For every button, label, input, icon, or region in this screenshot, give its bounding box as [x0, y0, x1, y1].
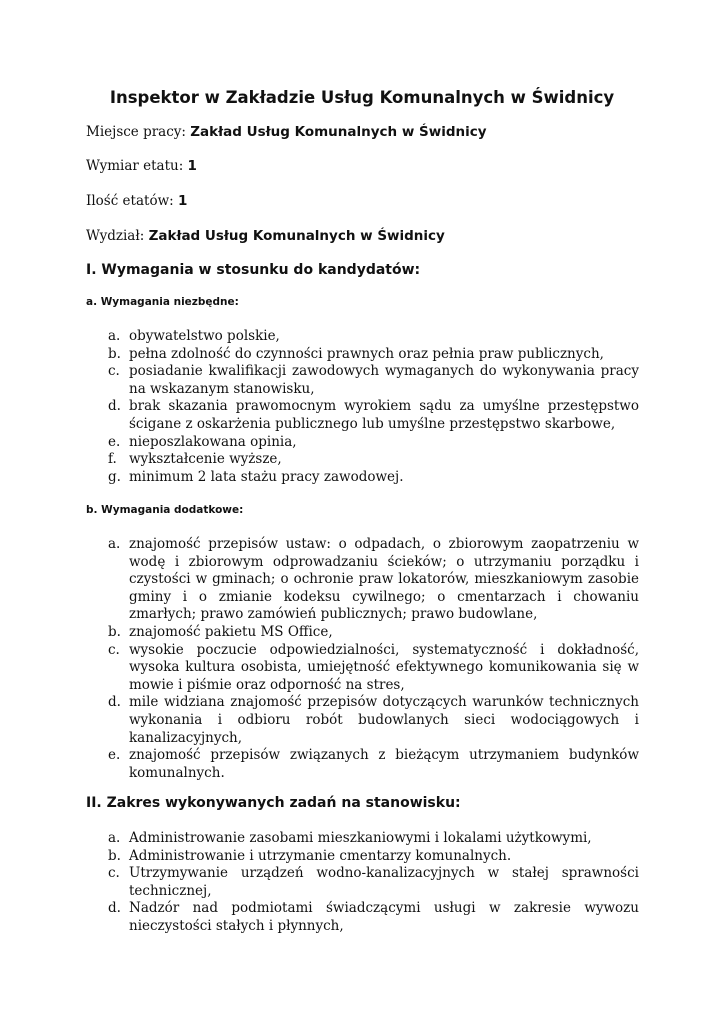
list-item: d. brak skazania prawomocnym wyrokiem sądu za umyślne przestępstwo ścigane z oskarżenia publicznego lub umyślne przestępstwo skarbowe,	[108, 398, 639, 432]
meta-label: Wydział:	[86, 228, 145, 244]
list-item: a. obywatelstwo polskie,	[108, 328, 280, 344]
list-item: c. wysokie poczucie odpowiedzialności, systematyczność i dokładność, wysoka kultura osobista, umiejętność efektywnego komunikowania się w mowie i piśmie oraz odporność na stres,	[108, 641, 639, 693]
meta-label: Ilość etatów:	[86, 193, 174, 209]
meta-value: 1	[187, 158, 197, 174]
list-item: c. Utrzymywanie urządzeń wodno-kanalizacyjnych w stałej sprawności technicznej,	[108, 865, 639, 899]
duties-list	[0, 830, 724, 936]
meta-value: 1	[177, 193, 188, 209]
meta-value: Zakład Usług Komunalnych w Świdnicy	[190, 124, 487, 140]
meta-label: Wymiar etatu:	[86, 158, 184, 174]
list-item: b. znajomość pakietu MS Office,	[108, 623, 333, 640]
section-heading-requirements: I. Wymagania w stosunku do kandydatów:	[86, 262, 421, 278]
list-item: f. wykształcenie wyższe,	[108, 451, 282, 468]
list-item: a. znajomość przepisów ustaw: o odpadach, o zbiorowym zaopatrzeniu w wodę i zbiorowym odprowadzaniu ścieków; o utrzymaniu porządku i czystości w gminach; o ochronie praw lokatorów, mieszkaniowym zasobie gminy i o zmianie kodeksu cywilnego; o cmentarzach i chowaniu zmarłych; prawo zamówień publicznych; prawo budowlane,	[108, 536, 639, 623]
additional-requirements-list	[0, 536, 724, 782]
list-item: a. Administrowanie zasobami mieszkaniowymi i lokalami użytkowymi,	[108, 830, 592, 846]
section-heading-duties: II. Zakres wykonywanych zadań na stanowisku:	[86, 795, 461, 811]
list-item: b. Administrowanie i utrzymanie cmentarzy komunalnych.	[108, 847, 512, 864]
meta-positions	[86, 193, 187, 209]
subheading-essential: a. Wymagania niezbędne:	[86, 296, 239, 308]
meta-department	[86, 228, 445, 244]
meta-value: Zakład Usług Komunalnych w Świdnicy	[148, 228, 445, 244]
essential-requirements-list	[0, 328, 724, 486]
meta-workplace	[86, 124, 487, 140]
subheading-additional: b. Wymagania dodatkowe:	[86, 504, 244, 516]
list-item: c. posiadanie kwalifikacji zawodowych wymaganych do wykonywania pracy na wskazanym stanowisku,	[108, 363, 639, 397]
list-item: e. nieposzlakowana opinia,	[108, 433, 297, 450]
list-item: d. mile widziana znajomość przepisów dotyczących warunków technicznych wykonania i odbioru robót budowlanych sieci wodociągowych i kanalizacyjnych,	[108, 694, 639, 746]
meta-label: Miejsce pracy:	[86, 124, 186, 140]
list-item: g. minimum 2 lata stażu pracy zawodowej.	[108, 468, 404, 485]
list-item: d. Nadzór nad podmiotami świadczącymi usługi w zakresie wywozu nieczystości stałych i płynnych,	[108, 900, 639, 934]
meta-fte	[86, 158, 197, 174]
page-title: Inspektor w Zakładzie Usług Komunalnych w Świdnicy	[109, 88, 615, 107]
list-item: b. pełna zdolność do czynności prawnych oraz pełnia praw publicznych,	[108, 345, 604, 362]
list-item: e. znajomość przepisów związanych z bieżącym utrzymaniem budynków komunalnych.	[108, 747, 639, 781]
